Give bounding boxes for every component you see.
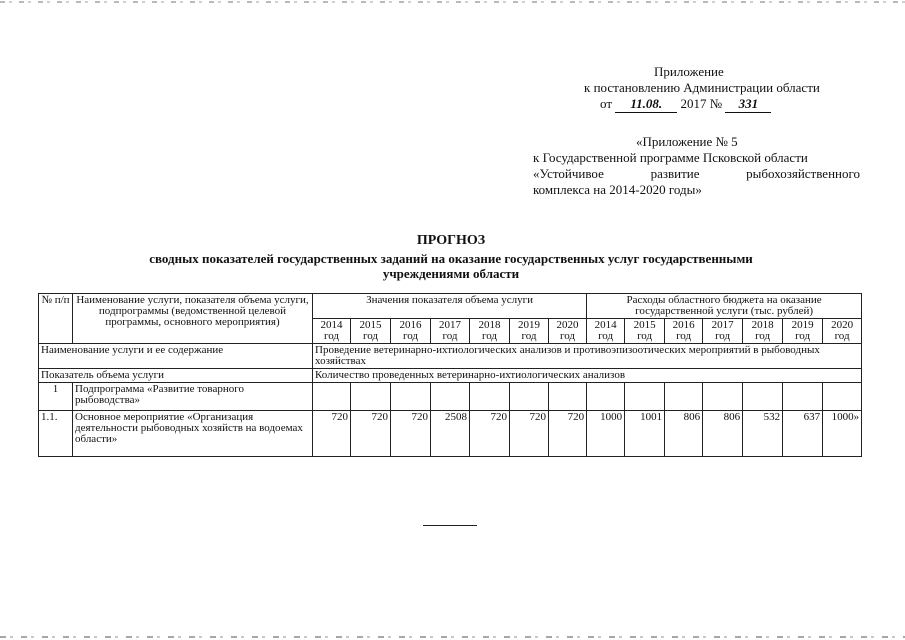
handwritten-number: 331 [725, 96, 771, 113]
table-row-service [39, 344, 862, 369]
year-header: 2018 год [743, 319, 783, 344]
forecast-table [38, 293, 862, 457]
empty-cell [703, 383, 743, 411]
appendix-5-program-line: к Государственной программе Псковской области [533, 150, 808, 165]
row-name: Подпрограмма «Развитие товарного рыбоводства» [73, 383, 313, 411]
year-header: 2017 год [703, 319, 743, 344]
indicator-value: Количество проведенных ветеринарно-ихтиологических анализов [313, 369, 862, 383]
empty-cell [743, 383, 783, 411]
title-subtitle-end: учреждениями области [382, 266, 520, 281]
row-num: 1 [39, 383, 73, 411]
year-header: 2018 год [470, 319, 510, 344]
year-header: 2016 год [391, 319, 431, 344]
empty-cell [625, 383, 665, 411]
appendix-title: Приложение [654, 64, 724, 79]
indicator-label: Показатель объема услуги [39, 369, 313, 383]
date-prefix: от [600, 96, 613, 111]
expense-value: 1001 [625, 411, 665, 457]
scan-edge-bottom [0, 636, 905, 638]
table-row-indicator [39, 369, 862, 383]
row-name: Основное мероприятие «Организация деятельности рыбоводных хозяйств на водоемах области» [73, 411, 313, 457]
empty-cell [391, 383, 431, 411]
header-name: Наименование услуги, показателя объема услуги, подпрограммы (ведомственной целевой программы, основного мероприятия) [73, 294, 313, 344]
year-header: 2016 год [665, 319, 703, 344]
service-label: Наименование услуги и ее содержание [39, 344, 313, 369]
expense-value: 806 [703, 411, 743, 457]
volume-value: 720 [470, 411, 510, 457]
appendix-resolution-line: к постановлению Администрации области [584, 80, 820, 95]
title-forecast: ПРОГНОЗ [416, 233, 486, 248]
document-title [90, 233, 812, 281]
empty-cell [313, 383, 351, 411]
appendix-block [560, 64, 840, 113]
empty-cell [823, 383, 862, 411]
volume-value: 720 [391, 411, 431, 457]
expense-value: 1000» [823, 411, 862, 457]
volume-value: 720 [351, 411, 391, 457]
year-header: 2015 год [625, 319, 665, 344]
empty-cell [549, 383, 587, 411]
appendix-date-line [560, 96, 840, 113]
year-header: 2014 год [587, 319, 625, 344]
year-header: 2019 год [783, 319, 823, 344]
volume-value: 720 [510, 411, 549, 457]
scan-edge-top [0, 1, 905, 3]
expense-value: 1000 [587, 411, 625, 457]
year-header: 2019 год [510, 319, 549, 344]
year-header: 2015 год [351, 319, 391, 344]
empty-cell [351, 383, 391, 411]
row-num: 1.1. [39, 411, 73, 457]
table-row-subprogram [39, 383, 862, 411]
volume-value: 2508 [431, 411, 470, 457]
year-header: 2017 год [431, 319, 470, 344]
service-value: Проведение ветеринарно-ихтиологических анализов и противоэпизоотических мероприятий в рыбоводных хозяйствах [313, 344, 862, 369]
title-subtitle: сводных показателей государственных заданий на оказание государственных услуг государственными [149, 251, 753, 266]
year-header: 2020 год [549, 319, 587, 344]
appendix-5-program-period: комплекса на 2014-2020 годы» [533, 182, 702, 197]
header-volume-group: Значения показателя объема услуги [313, 294, 587, 319]
year-header: 2020 год [823, 319, 862, 344]
appendix-5-program-name: «Устойчивое развитие рыбохозяйственного [533, 166, 860, 181]
expense-value: 806 [665, 411, 703, 457]
volume-value: 720 [549, 411, 587, 457]
empty-cell [510, 383, 549, 411]
empty-cell [470, 383, 510, 411]
table-header-row [39, 294, 862, 319]
expense-value: 532 [743, 411, 783, 457]
appendix-5-title: «Приложение № 5 [636, 134, 738, 149]
year-header: 2014 год [313, 319, 351, 344]
header-num: № п/п [39, 294, 73, 344]
header-expense-group: Расходы областного бюджета на оказание государственной услуги (тыс. рублей) [587, 294, 862, 319]
empty-cell [783, 383, 823, 411]
volume-value: 720 [313, 411, 351, 457]
empty-cell [587, 383, 625, 411]
handwritten-date: 11.08. [615, 96, 677, 113]
document-end-rule [423, 525, 477, 526]
empty-cell [431, 383, 470, 411]
expense-value: 637 [783, 411, 823, 457]
appendix-5-block [533, 134, 860, 198]
table-row-measure [39, 411, 862, 457]
empty-cell [665, 383, 703, 411]
year-number-label: 2017 № [680, 96, 723, 111]
